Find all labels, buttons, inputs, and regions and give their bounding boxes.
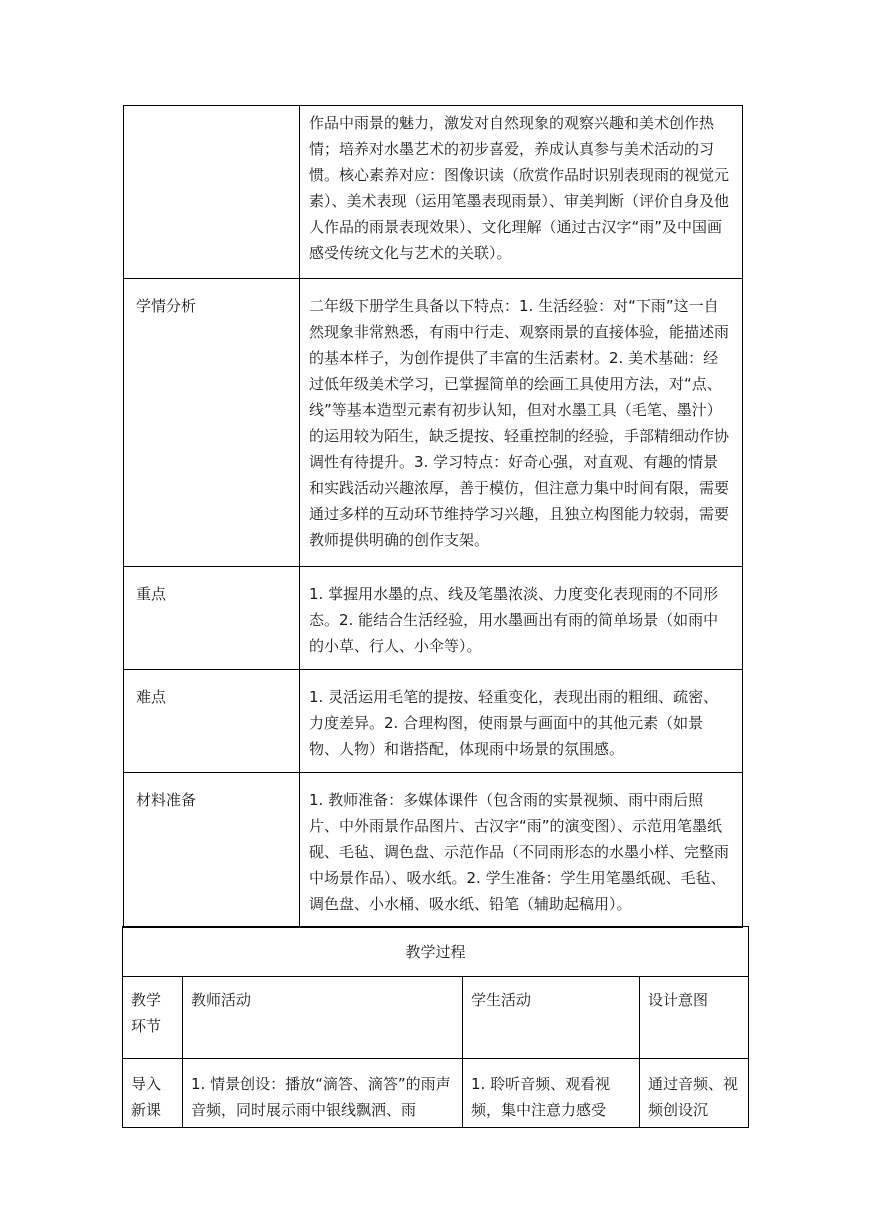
row-label-difficulties: 难点 xyxy=(124,670,300,773)
row-label-learner-analysis: 学情分析 xyxy=(124,279,300,567)
process-title: 教学过程 xyxy=(123,927,749,977)
learner-analysis-content: 二年级下册学生具备以下特点：1. 生活经验：对“下雨”这一自然现象非常熟悉，有雨中行走、观察雨景的直接体验，能描述雨的基本样子，为创作提供了丰富的生活素材。2. 美术基础：经过低年级美术学习，已掌握简单的绘画工具使用方法，对“点、线”等基本造型元素有初步认知，但对水墨工具（毛笔、墨汁）的运用较为陌生，缺乏提按、轻重控制的经验，手部精细动作协调性有待提升。3. 学习特点：好奇心强，对直观、有趣的情景和实践活动兴趣浓厚，善于模仿，但注意力集中时间有限，需要通过多样的互动环节维持学习兴趣，且独立构图能力较弱，需要教师提供明确的创作支架。 xyxy=(300,279,743,567)
teaching-process-table xyxy=(122,926,749,1128)
teacher-activity-cell: 1. 情景创设：播放“滴答、滴答”的雨声音频，同时展示雨中银线飘洒、雨 xyxy=(183,1059,463,1128)
table-row xyxy=(123,1059,749,1128)
column-header: 教学环节 xyxy=(123,977,183,1059)
materials-content: 1. 教师准备：多媒体课件（包含雨的实景视频、雨中雨后照片、中外雨景作品图片、古汉字“雨”的演变图）、示范用笔墨纸砚、毛毡、调色盘、示范作品（不同雨形态的水墨小样、完整雨中场景作品）、吸水纸。2. 学生准备：学生用笔墨纸砚、毛毡、调色盘、小水桶、吸水纸、铅笔（辅助起稿用）。 xyxy=(300,773,743,928)
difficulties-content: 1. 灵活运用毛笔的提按、轻重变化，表现出雨的粗细、疏密、力度差异。2. 合理构图，使雨景与画面中的其他元素（如景物、人物）和谐搭配，体现雨中场景的氛围感。 xyxy=(300,670,743,773)
table-row xyxy=(124,106,743,279)
column-header: 设计意图 xyxy=(640,977,749,1059)
table-row xyxy=(124,279,743,567)
lesson-info-table xyxy=(123,105,743,928)
column-header: 教师活动 xyxy=(183,977,463,1059)
table-row xyxy=(123,927,749,977)
design-intent-cell: 通过音频、视频创设沉 xyxy=(640,1059,749,1128)
table-row xyxy=(124,567,743,670)
key-points-content: 1. 掌握用水墨的点、线及笔墨浓淡、力度变化表现雨的不同形态。2. 能结合生活经验，用水墨画出有雨的简单场景（如雨中的小草、行人、小伞等）。 xyxy=(300,567,743,670)
row-label xyxy=(124,106,300,279)
table-row xyxy=(124,773,743,928)
row-label-key-points: 重点 xyxy=(124,567,300,670)
row-label-materials: 材料准备 xyxy=(124,773,300,928)
table-row xyxy=(124,670,743,773)
student-activity-cell: 1. 聆听音频、观看视频，集中注意力感受 xyxy=(463,1059,640,1128)
table-row xyxy=(123,977,749,1059)
stage-cell: 导入新课 xyxy=(123,1059,183,1128)
goals-content: 作品中雨景的魅力，激发对自然现象的观察兴趣和美术创作热情；培养对水墨艺术的初步喜爱，养成认真参与美术活动的习惯。核心素养对应：图像识读（欣赏作品时识别表现雨的视觉元素）、美术表现（运用笔墨表现雨景）、审美判断（评价自身及他人作品的雨景表现效果）、文化理解（通过古汉字“雨”及中国画感受传统文化与艺术的关联）。 xyxy=(300,106,743,279)
column-header: 学生活动 xyxy=(463,977,640,1059)
